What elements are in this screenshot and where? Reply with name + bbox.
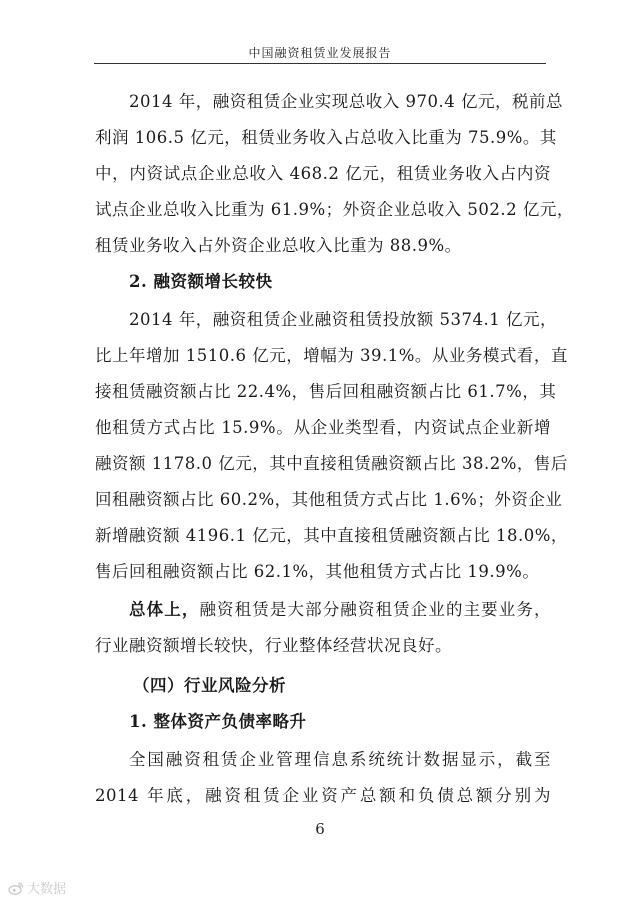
running-header: 中国融资租赁业发展报告 [248,46,392,60]
para-revenue-line-1: 2014 年，融资租赁企业实现总收入 970.4 亿元，税前总 [129,92,563,111]
section-heading: （四）行业风险分析 [133,676,286,695]
para-revenue-line-2: 利润 106.5 亿元，租赁业务收入占总收入比重为 75.9%。其 [95,128,557,147]
para-revenue-line-5: 租赁业务收入占外资企业总收入比重为 88.9%。 [95,236,462,255]
para-revenue-line-4: 试点企业总收入比重为 61.9%；外资企业总收入 502.2 亿元， [95,200,574,219]
para-assets-line-2: 2014 年底，融资租赁企业资产总额和负债总额分别为 [95,786,551,805]
para-financing-line-7: 新增融资额 4196.1 亿元，其中直接租赁融资额占比 18.0%， [95,526,568,545]
watermark [8,878,66,897]
para-financing-line-8: 售后回租融资额占比 62.1%，其他租赁方式占比 19.9%。 [95,562,540,581]
weibo-logo-icon [8,881,24,895]
para-assets-line-1: 全国融资租赁企业管理信息系统统计数据显示，截至 [129,750,551,769]
subheading-assets: 1. 整体资产负债率略升 [129,712,307,731]
header-rule [94,63,546,64]
para-financing-line-1: 2014 年，融资租赁企业融资租赁投放额 5374.1 亿元， [129,310,557,329]
para-financing-line-4: 他租赁方式占比 15.9%。从企业类型看，内资试点企业新增 [95,418,551,437]
summary-line-1-text: 融资租赁是大部分融资租赁企业的主要业务， [199,600,552,619]
page-number: 6 [315,820,325,838]
para-financing-line-2: 比上年增加 1510.6 亿元，增幅为 39.1%。从业务模式看，直 [95,346,568,365]
summary-line-2: 行业融资额增长较快，行业整体经营状况良好。 [95,636,452,655]
summary-lead: 总体上， [129,600,200,619]
para-financing-line-6: 回租融资额占比 60.2%，其他租赁方式占比 1.6%；外资企业 [95,490,563,509]
para-financing-line-3: 接租赁融资额占比 22.4%，售后回租融资额占比 61.7%，其 [95,382,557,401]
para-revenue-line-3: 中，内资试点企业总收入 468.2 亿元，租赁业务收入占内资 [95,164,551,183]
summary-line-1 [95,600,551,620]
heading-financing: 2. 融资额增长较快 [129,272,273,291]
para-financing-line-5: 融资额 1178.0 亿元，其中直接租赁融资额占比 38.2%，售后 [95,454,568,473]
watermark-text: 大数据 [27,882,67,897]
